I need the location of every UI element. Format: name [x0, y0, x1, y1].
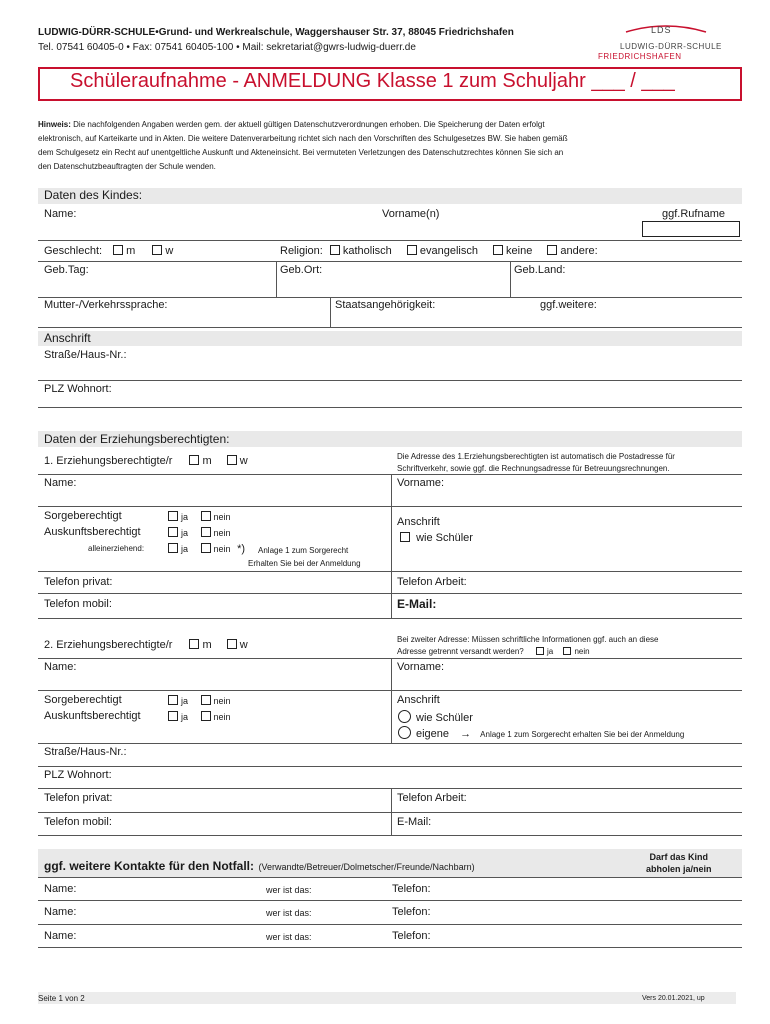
- divider: [38, 261, 742, 262]
- street-label: Straße/Haus-Nr.:: [44, 349, 127, 361]
- birthdate-label: Geb.Tag:: [44, 264, 89, 276]
- birthplace-label: Geb.Ort:: [280, 264, 323, 276]
- guardian2-firstname-label: Vorname:: [397, 661, 445, 673]
- religion-catholic-checkbox[interactable]: [330, 245, 340, 255]
- guardian2-phone-work-label: Telefon Arbeit:: [397, 792, 467, 804]
- emergency2-name-label: Name:: [44, 906, 77, 918]
- guardian2-note-line-2: Adresse getrennt versandt werden?: [397, 647, 524, 656]
- footnote-marker: *): [237, 543, 246, 555]
- pickup-permission-header: [646, 851, 712, 875]
- guardian2-name-label: Name:: [44, 661, 77, 673]
- divider: [391, 658, 392, 744]
- birthcountry-label: Geb.Land:: [514, 264, 566, 276]
- guardian1-address-label: Anschrift: [397, 516, 440, 528]
- guardian2-note-line-1: Bei zweiter Adresse: Müssen schriftliche Informationen ggf. auch an diese: [397, 635, 659, 644]
- g2-own-address-label: eigene: [416, 728, 450, 740]
- child-callname-label: ggf.Rufname: [662, 208, 725, 220]
- religion-other-checkbox[interactable]: [547, 245, 557, 255]
- divider: [38, 240, 742, 241]
- g2-custody-yes-label: ja: [181, 696, 189, 706]
- separate-mail-yes-checkbox[interactable]: [536, 647, 544, 655]
- guardian2-address-label: Anschrift: [397, 694, 440, 706]
- divider: [330, 297, 331, 327]
- guardian2-w-label: w: [239, 639, 248, 651]
- emergency1-phone-label: Telefon:: [392, 883, 431, 895]
- child-firstname-label: Vorname(n): [382, 208, 440, 220]
- section-band-address: [38, 331, 742, 346]
- page-title: Schüleraufnahme - ANMELDUNG Klasse 1 zum Schuljahr ___ / ___: [70, 70, 675, 92]
- g2-info-yes-checkbox[interactable]: [168, 711, 178, 721]
- emergency3-who-label: wer ist das:: [266, 932, 312, 942]
- guardian2-note: [397, 634, 658, 658]
- guardian1-name-label: Name:: [44, 477, 77, 489]
- notice-label: Hinweis:: [38, 120, 71, 129]
- divider: [391, 474, 392, 574]
- pickup-header-line-1: Darf das Kind: [649, 852, 709, 862]
- emergency3-phone-label: Telefon:: [392, 930, 431, 942]
- guardian2-street-label: Straße/Haus-Nr.:: [44, 746, 127, 758]
- guardian2-m-checkbox[interactable]: [189, 639, 199, 649]
- separate-mail-no-label: nein: [574, 647, 590, 656]
- version-label: Vers 20.01.2021, up: [642, 995, 705, 1002]
- guardian1-note-line-2: Schriftverkehr, sowie ggf. die Rechnungsadresse für Betreuungsrechnungen.: [397, 464, 670, 473]
- info-no-label: nein: [213, 528, 231, 538]
- divider: [510, 261, 511, 297]
- single-no-checkbox[interactable]: [201, 543, 211, 553]
- language-label: Mutter-/Verkehrssprache:: [44, 299, 168, 311]
- guardian1-custody-label: Sorgeberechtigt: [44, 510, 122, 522]
- section-heading-guardians: Daten der Erziehungsberechtigten:: [44, 432, 230, 446]
- single-yes-checkbox[interactable]: [168, 543, 178, 553]
- guardian1-m-checkbox[interactable]: [189, 455, 199, 465]
- gender-row: [44, 245, 173, 257]
- nationality-label: Staatsangehörigkeit:: [335, 299, 436, 311]
- notice-line-2: elektronisch, auf Karteikarte und in Akten. Die weitere Datenverarbeitung richtet sich nach den Vorschriften des Schulgesetzes BW. Sie haben gemäß: [38, 134, 568, 143]
- divider: [38, 380, 742, 381]
- custody-yes-label: ja: [181, 512, 189, 522]
- same-address-checkbox[interactable]: [400, 532, 410, 542]
- divider: [38, 297, 742, 298]
- guardian1-phone-work-label: Telefon Arbeit:: [397, 576, 467, 588]
- religion-protestant-label: evangelisch: [419, 245, 478, 257]
- divider: [38, 658, 742, 659]
- guardian1-phone-private-label: Telefon privat:: [44, 576, 113, 588]
- logo-bottom-text: FRIEDRICHSHAFEN: [598, 52, 682, 61]
- g2-same-address-label: wie Schüler: [416, 712, 473, 724]
- divider: [38, 474, 742, 475]
- guardian1-firstname-label: Vorname:: [397, 477, 445, 489]
- gender-m-checkbox[interactable]: [113, 245, 123, 255]
- child-name-label: Name:: [44, 208, 77, 220]
- guardian2-custody-options: [168, 695, 231, 706]
- g2-info-yes-label: ja: [181, 712, 189, 722]
- zip-city-label: PLZ Wohnort:: [44, 383, 112, 395]
- divider: [38, 900, 742, 901]
- custody-no-label: nein: [213, 512, 231, 522]
- emergency-heading: [44, 857, 475, 875]
- gender-w-checkbox[interactable]: [152, 245, 162, 255]
- school-contact-line: Tel. 07541 60405-0 • Fax: 07541 60405-100 • Mail: sekretariat@gwrs-ludwig-duerr.de: [38, 42, 416, 53]
- guardian1-w-label: w: [239, 455, 248, 467]
- divider: [38, 506, 742, 507]
- religion-protestant-checkbox[interactable]: [407, 245, 417, 255]
- emergency-heading-bold: ggf. weitere Kontakte für den Notfall:: [44, 859, 255, 873]
- divider: [38, 743, 742, 744]
- g2-own-address-radio[interactable]: [398, 726, 411, 739]
- guardian2-label: 2. Erziehungsberechtigte/r: [44, 639, 173, 651]
- divider: [38, 327, 742, 328]
- single-parent-label: alleinerziehend:: [88, 544, 145, 553]
- custody-appendix-note-1: Anlage 1 zum Sorgerecht: [258, 546, 349, 555]
- custody-no-checkbox[interactable]: [201, 511, 211, 521]
- privacy-notice: [38, 118, 738, 174]
- divider: [38, 788, 742, 789]
- gender-w-label: w: [165, 245, 174, 257]
- divider: [38, 766, 742, 767]
- emergency-heading-rest: (Verwandte/Betreuer/Dolmetscher/Freunde/Nachbarn): [258, 862, 475, 872]
- religion-catholic-label: katholisch: [342, 245, 392, 257]
- guardian2-row: [44, 639, 248, 651]
- arrow-right-icon: →: [460, 728, 472, 740]
- emergency1-name-label: Name:: [44, 883, 77, 895]
- g2-custody-no-checkbox[interactable]: [201, 695, 211, 705]
- single-parent-options: [168, 543, 245, 555]
- divider: [38, 571, 742, 572]
- g2-custody-yes-checkbox[interactable]: [168, 695, 178, 705]
- notice-line-3: dem Schulgesetz ein Recht auf unentgeltliche Auskunft und Akteneinsicht. Bei vermuteten Verletzungen des Datenschutzrechtes können Sie sich an: [38, 148, 564, 157]
- emergency1-who-label: wer ist das:: [266, 885, 312, 895]
- separate-mail-yes-label: ja: [546, 647, 554, 656]
- divider: [38, 947, 742, 948]
- divider: [38, 835, 742, 836]
- g2-info-no-checkbox[interactable]: [201, 711, 211, 721]
- section-heading-address: Anschrift: [44, 331, 91, 345]
- school-logo: [596, 22, 736, 64]
- single-yes-label: ja: [181, 544, 189, 554]
- divider: [276, 261, 277, 297]
- emergency2-who-label: wer ist das:: [266, 908, 312, 918]
- info-yes-label: ja: [181, 528, 189, 538]
- pickup-header-line-2: abholen ja/nein: [646, 864, 712, 874]
- religion-none-checkbox[interactable]: [493, 245, 503, 255]
- guardian1-same-address: [400, 532, 473, 544]
- guardian2-own-address: [398, 726, 684, 740]
- emergency3-name-label: Name:: [44, 930, 77, 942]
- guardian1-m-label: m: [202, 455, 212, 467]
- emergency2-phone-label: Telefon:: [392, 906, 431, 918]
- guardian2-email-label: E-Mail:: [397, 816, 432, 828]
- divider: [38, 690, 742, 691]
- guardian2-same-address: [398, 710, 473, 724]
- religion-none-label: keine: [506, 245, 533, 257]
- school-address-line: LUDWIG-DÜRR-SCHULE•Grund- und Werkrealschule, Waggershauser Str. 37, 88045 Friedrichshafen: [38, 27, 514, 38]
- info-no-checkbox[interactable]: [201, 527, 211, 537]
- section-heading-kind: Daten des Kindes:: [44, 188, 143, 202]
- guardian1-custody-options: [168, 511, 231, 522]
- guardian1-label: 1. Erziehungsberechtigte/r: [44, 455, 173, 467]
- guardian1-w-checkbox[interactable]: [227, 455, 237, 465]
- divider: [391, 571, 392, 619]
- guardian2-info-options: [168, 711, 231, 722]
- guardian1-info-label: Auskunftsberechtigt: [44, 526, 141, 538]
- notice-line-4: den Datenschutzbeauftragten der Schule wenden.: [38, 162, 216, 171]
- guardian1-note: [397, 451, 675, 475]
- info-yes-checkbox[interactable]: [168, 527, 178, 537]
- guardian2-info-label: Auskunftsberechtigt: [44, 710, 141, 722]
- religion-label: Religion:: [280, 245, 323, 257]
- guardian2-custody-label: Sorgeberechtigt: [44, 694, 122, 706]
- religion-other-label: andere:: [560, 245, 598, 257]
- religion-row: [280, 245, 598, 257]
- g2-info-no-label: nein: [213, 712, 231, 722]
- guardian2-m-label: m: [202, 639, 212, 651]
- logo-top-text: LDS: [651, 25, 672, 35]
- g2-custody-no-label: nein: [213, 696, 231, 706]
- divider: [38, 407, 742, 408]
- guardian2-w-checkbox[interactable]: [227, 639, 237, 649]
- custody-yes-checkbox[interactable]: [168, 511, 178, 521]
- guardian2-zip-label: PLZ Wohnort:: [44, 769, 112, 781]
- section-band-kind: [38, 188, 742, 204]
- single-no-label: nein: [213, 544, 231, 554]
- separate-mail-no-checkbox[interactable]: [563, 647, 571, 655]
- guardian1-email-label: E-Mail:: [397, 597, 437, 611]
- divider: [38, 812, 742, 813]
- guardian1-info-options: [168, 527, 231, 538]
- other-nationality-label: ggf.weitere:: [540, 299, 597, 311]
- guardian1-row: [44, 455, 248, 467]
- same-address-label: wie Schüler: [416, 532, 473, 544]
- guardian2-phone-mobile-label: Telefon mobil:: [44, 816, 112, 828]
- guardian1-phone-mobile-label: Telefon mobil:: [44, 598, 112, 610]
- guardian2-phone-private-label: Telefon privat:: [44, 792, 113, 804]
- g2-appendix-note: Anlage 1 zum Sorgerecht erhalten Sie bei der Anmeldung: [480, 730, 685, 739]
- divider: [38, 618, 742, 619]
- footer-band: [38, 992, 736, 1004]
- guardian1-note-line-1: Die Adresse des 1.Erziehungsberechtigten ist automatisch die Postadresse für: [397, 452, 675, 461]
- divider: [38, 593, 742, 594]
- gender-label: Geschlecht:: [44, 245, 103, 257]
- custody-appendix-note-2: Erhalten Sie bei der Anmeldung: [248, 559, 361, 568]
- gender-m-label: m: [126, 245, 136, 257]
- g2-same-address-radio[interactable]: [398, 710, 411, 723]
- notice-line-1: Die nachfolgenden Angaben werden gem. der aktuell gültigen Datenschutzverordnungen erhoben. Die Speicherung der Daten erfolgt: [73, 120, 545, 129]
- page-number: Seite 1 von 2: [38, 994, 85, 1003]
- logo-middle-text: LUDWIG-DÜRR-SCHULE: [620, 42, 722, 51]
- callname-field[interactable]: [642, 221, 740, 237]
- divider: [38, 924, 742, 925]
- divider: [38, 877, 742, 878]
